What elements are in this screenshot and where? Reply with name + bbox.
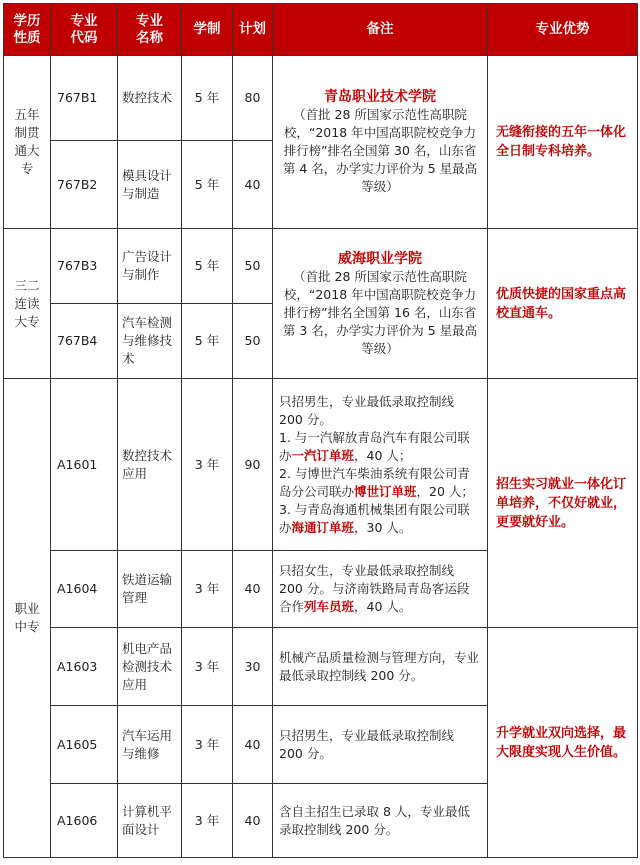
school-description: （首批 28 所国家示范性高职院校，“2018 年中国高职院校竞争力排行榜”排名全国第 30 名，山东省第 4 名，办学实力评价为 5 星最高等级） (282, 107, 478, 194)
code-cell: A1605 (51, 706, 118, 784)
advantage-cell: 招生实习就业一体化订单培养，不仅好就业，更要就好业。 (488, 379, 638, 628)
header-note: 备注 (273, 4, 488, 56)
plan-cell: 40 (233, 141, 273, 229)
name-cell: 模具设计与制造 (118, 141, 182, 229)
table-row (4, 56, 638, 141)
code-cell: A1603 (51, 628, 118, 706)
years-cell: 5 年 (182, 141, 233, 229)
header-level: 学历 性质 (4, 4, 51, 56)
code-cell: 767B2 (51, 141, 118, 229)
code-cell: A1604 (51, 551, 118, 628)
note-cell (273, 379, 488, 551)
advantage-cell: 无缝衔接的五年一体化全日制专科培养。 (488, 56, 638, 229)
school-name: 威海职业学院 (338, 250, 422, 267)
note-cell (273, 229, 488, 379)
code-cell: 767B4 (51, 304, 118, 379)
class-highlight: 博世订单班 (354, 483, 417, 499)
note-cell: 只招女生，专业最低录取控制线 200 分。与济南铁路局青岛客运段合作列车员班，40 人。 (273, 551, 488, 628)
years-cell: 3 年 (182, 551, 233, 628)
note-item: 1. 与一汽解放青岛汽车有限公司联办一汽订单班，40 人； (279, 429, 470, 463)
years-cell: 5 年 (182, 304, 233, 379)
class-highlight: 海通订单班 (291, 519, 355, 535)
note-intro: 只招男生，专业最低录取控制线 200 分。 (279, 393, 455, 427)
code-cell: A1606 (51, 784, 118, 858)
note-cell: 只招男生，专业最低录取控制线 200 分。 (273, 706, 488, 784)
note-item: 3. 与青岛海通机械集团有限公司联办海通订单班，30 人。 (279, 501, 470, 535)
table-row (4, 628, 638, 706)
header-name: 专业 名称 (118, 4, 182, 56)
school-description: （首批 28 所国家示范性高职院校，“2018 年中国高职院校竞争力排行榜”排名全国第 16 名，山东省第 3 名，办学实力评价为 5 星最高等级） (282, 268, 478, 356)
header-code: 专业 代码 (51, 4, 118, 56)
header-years: 学制 (182, 4, 233, 56)
name-cell: 数控技术应用 (118, 379, 182, 551)
header-advantage: 专业优势 (488, 4, 638, 56)
header-row (4, 4, 638, 56)
advantage-cell: 优质快捷的国家重点高校直通车。 (488, 229, 638, 379)
name-cell: 汽车检测与维修技术 (118, 304, 182, 379)
level-cell: 职业 中专 (4, 379, 51, 858)
name-cell: 铁道运输管理 (118, 551, 182, 628)
note-item: 2. 与博世汽车柴油系统有限公司青岛分公司联办博世订单班，20 人； (279, 465, 474, 499)
name-cell: 机电产品检测技术应用 (118, 628, 182, 706)
plan-cell: 80 (233, 56, 273, 141)
class-highlight: 列车员班 (304, 599, 355, 614)
years-cell: 3 年 (182, 784, 233, 858)
years-cell: 3 年 (182, 379, 233, 551)
plan-cell: 40 (233, 551, 273, 628)
years-cell: 5 年 (182, 56, 233, 141)
plan-cell: 30 (233, 628, 273, 706)
table-row (4, 379, 638, 551)
class-highlight: 一汽订单班 (291, 447, 355, 463)
years-cell: 5 年 (182, 229, 233, 304)
name-cell: 汽车运用与维修 (118, 706, 182, 784)
table-row (4, 229, 638, 304)
level-cell: 三二 连读 大专 (4, 229, 51, 379)
plan-cell: 90 (233, 379, 273, 551)
note-cell: 含自主招生已录取 8 人，专业最低录取控制线 200 分。 (273, 784, 488, 858)
plan-cell: 40 (233, 784, 273, 858)
years-cell: 3 年 (182, 628, 233, 706)
name-cell: 计算机平面设计 (118, 784, 182, 858)
code-cell: A1601 (51, 379, 118, 551)
name-cell: 数控技术 (118, 56, 182, 141)
years-cell: 3 年 (182, 706, 233, 784)
note-cell (273, 56, 488, 229)
level-cell: 五年 制贯 通大 专 (4, 56, 51, 229)
plan-cell: 40 (233, 706, 273, 784)
code-cell: 767B3 (51, 229, 118, 304)
code-cell: 767B1 (51, 56, 118, 141)
note-cell: 机械产品质量检测与管理方向，专业最低录取控制线 200 分。 (273, 628, 488, 706)
school-name: 青岛职业技术学院 (324, 89, 436, 105)
plan-cell: 50 (233, 304, 273, 379)
name-cell: 广告设计与制作 (118, 229, 182, 304)
plan-cell: 50 (233, 229, 273, 304)
advantage-cell: 升学就业双向选择，最大限度实现人生价值。 (488, 628, 638, 858)
header-plan: 计划 (233, 4, 273, 56)
enrollment-table (3, 3, 638, 858)
